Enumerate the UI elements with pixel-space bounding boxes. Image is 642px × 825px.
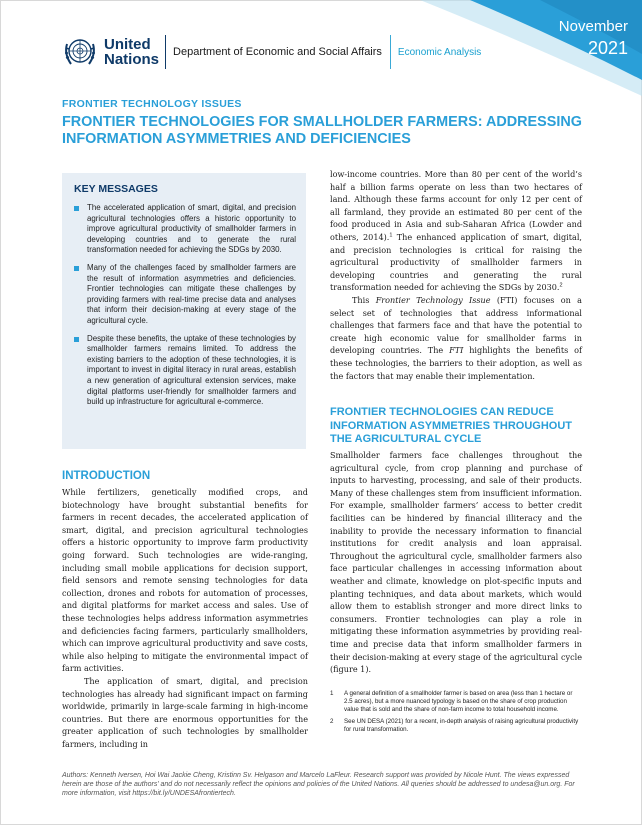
date-month: November (558, 18, 628, 35)
un-wordmark (104, 37, 159, 67)
paragraph-text: This (352, 294, 376, 305)
logo-line-2: Nations (104, 51, 160, 68)
header (62, 32, 481, 72)
footnote-ref[interactable]: 2 (559, 282, 563, 289)
footnote (330, 718, 582, 734)
introduction-body (62, 486, 308, 750)
right-column (330, 168, 582, 382)
key-message-text: Despite these benefits, the uptake of these technologies by smallholder farmers remains limited. To address the existing barriers to the adoption of these technologies, it is important to invest in digital literacy in rural areas, establish a new generation of agricultural extension services, make digital platforms user-friendly for smallholder farmers and build up infrastructure for agricultural e-commerce. (87, 333, 296, 407)
footnote-ref[interactable]: 1 (389, 232, 393, 239)
square-bullet-icon (74, 206, 79, 211)
un-emblem-icon (62, 34, 98, 70)
header-divider (165, 35, 166, 69)
square-bullet-icon (74, 266, 79, 271)
footnote-text: See UN DESA (2021) for a recent, in-depth analysis of raising agricultural productivity for rural transformation. (344, 718, 579, 733)
footnote (330, 690, 582, 714)
department-name: Department of Economic and Social Affairs (173, 46, 382, 58)
introduction-paragraph-1: While fertilizers, genetically modified crops, and biotechnology have brought substantial benefits for farmers in recent decades, the accelerated application of smart, digital, and precision agricultural technologies offers a historic opportunity to improve farm productivity going forward. Such technologies are wide-ranging, including small mobile applications for decision support, field sensors and remote sensing technologies for data collection, drones and robots for automation of processes, and digital platforms for market access and sales. Use of these technologies helps address information asymmetries and deficiencies facing farmers, particularly smallholders, which can improve agricultural productivity and save costs, while also helping to mitigate the environmental impact of farm activities. (62, 487, 308, 674)
list-item (74, 334, 296, 408)
list-item (74, 263, 296, 327)
page-title: FRONTIER TECHNOLOGIES FOR SMALLHOLDER FARMERS: ADDRESSING INFORMATION ASYMMETRIES AND DEFICIENCIES (62, 114, 582, 147)
paragraph-text: (FTI) focuses on a select set of technologies that address informational challenges that farmers face and that have the potential to create high economic value for smallholder farms in developing countries. The (330, 294, 582, 356)
footnote-number: 1 (330, 690, 334, 697)
list-item (74, 203, 296, 256)
square-bullet-icon (74, 337, 79, 342)
key-message-text: The accelerated application of smart, digital, and precision agricultural technologies offers a historic opportunity to improve agricultural productivity of smallholder farmers in developing countries and to generate the rural transformation needed for achieving the SDGs by 2030. (87, 203, 296, 255)
key-messages-box (62, 173, 306, 449)
date-year: 2021 (587, 38, 628, 58)
emphasis-text: FTI (449, 345, 464, 356)
paragraph-continuation (330, 168, 582, 294)
authors-note: Authors: Kenneth Iversen, Hoi Wai Jackie Cheng, Kristinn Sv. Helgason and Marcelo LaFleur. Research support was provided by Nicole Hunt. The views expressed herein are those of the authors’ and do not necessarily reflect the opinions and policies of the United Nations. All queries should be addressed to undesa@un.org. For more information, visit https://bit.ly/UNDESAfrontiertech. (62, 772, 575, 798)
introduction-heading: INTRODUCTION (62, 470, 151, 482)
footnote-text: A general definition of a smallholder farmer is based on area (less than 1 hectare or 2.5 acres), but a more nuanced typology is based on the share of crop production value that is sold and the share of non-farm income to total household income. (344, 690, 573, 713)
paragraph-text: highlights the benefits of these technologies, the barriers to their adoption, as well as the factors that may enable their implementation. (330, 345, 582, 381)
emphasis-text: Frontier Technology Issue (375, 294, 491, 305)
fti-paragraph (330, 294, 582, 382)
key-message-text: Many of the challenges faced by smallholder farmers are the result of information asymmetries and deficiencies. Frontier technologies can mitigate these challenges by providing farmers with real-time precise data and analyses that inform their decision-making at every stage of the agricultural cycle. (87, 262, 296, 325)
section-heading: FRONTIER TECHNOLOGIES CAN REDUCE INFORMATION ASYMMETRIES THROUGHOUT THE AGRICULTURAL CYCLE (330, 406, 572, 445)
header-divider-2 (390, 35, 391, 69)
key-messages-list (74, 203, 296, 408)
footnote-number: 2 (330, 718, 334, 725)
division-name: Economic Analysis (397, 46, 482, 58)
introduction-paragraph-2: The application of smart, digital, and precision technologies has already had significant impact on farming worldwide, primarily in large-scale farming in high-income countries. But there are enormous opportunities for the greater application of such technologies by smallholder farmers, including in (62, 675, 308, 749)
key-messages-heading: KEY MESSAGES (74, 183, 158, 195)
footnotes (330, 690, 582, 738)
section-body: Smallholder farmers face challenges throughout the agricultural cycle, from crop planning and purchase of inputs to harvesting, processing, and sale of their products. Many of these challenges stem from insufficient information. For example, smallholder farmers’ access to better credit facilities can be hindered by financial illiteracy and the inability to provide the necessary information to financial institutions for credit analysis and loan appraisal. Throughout the agricultural cycle, smallholder farmers also face particular challenges in accessing information about weather and climate, knowledge on plot-specific inputs and planting techniques, and data about markets, which would allow them to establish stronger and more direct links to consumers. Frontier technologies can play a role in mitigating these information asymmetries by providing real-time and precise data that inform smallholder farmers in their decision-making at every stage of the agricultural cycle (figure 1). (330, 450, 582, 675)
logo-line-1: United (104, 36, 151, 53)
paragraph-text: low-income countries. More than 80 per cent of the world’s half a billion farms operate on less than two hectares of land. Although these farms account for only 12 per cent of all farmland, they provide an estimated 80 per cent of the food produced in Asia and sub-Saharan Africa (Lowder and others, 2014). (330, 169, 582, 242)
series-label: FRONTIER TECHNOLOGY ISSUES (62, 98, 242, 110)
paragraph-text: The enhanced application of smart, digital, and precision technologies is critical for raising the agricultural productivity of smallholder farmers in developing countries and generating the rural transformation needed for achieving the SDGs by 2030. (330, 231, 583, 293)
